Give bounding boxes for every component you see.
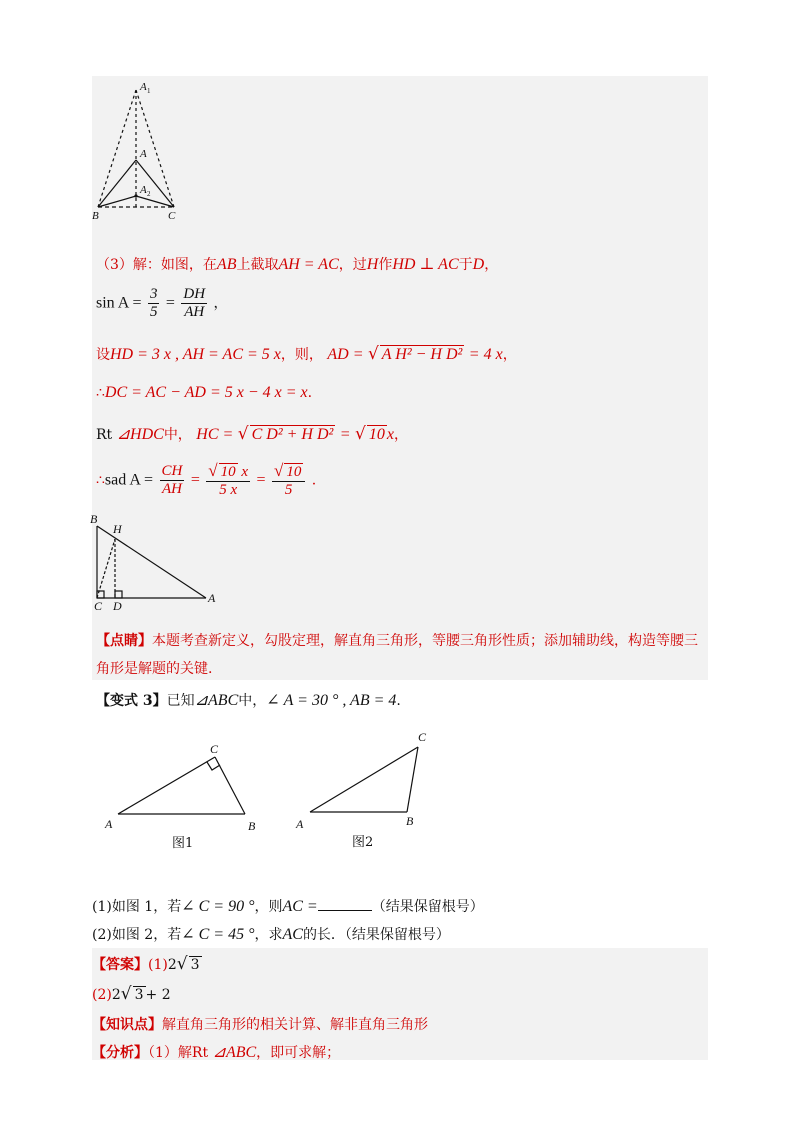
knowledge-line: 【知识点】解直角三角形的相关计算、解非直角三角形 xyxy=(92,1017,428,1033)
label-D: D xyxy=(113,599,122,612)
fig2-label-C: C xyxy=(418,730,427,744)
sadA-equation: ∴sad A = $\frac{CH}{AH}$ = $\frac{√ 10 x}{5 x}$ = $\frac{√ 10}{5}$ . xyxy=(96,461,317,498)
right-triangle-HD-figure xyxy=(88,512,228,612)
label-C: C xyxy=(168,210,176,222)
figure-2 xyxy=(290,728,440,855)
fig1-label-C: C xyxy=(210,742,219,756)
comment-line2: 角形是解题的关键. xyxy=(96,661,213,677)
fig1-label-B: B xyxy=(248,819,256,833)
analysis-line: 【分析】（1）解Rt ⊿ABC，即可求解； xyxy=(92,1044,341,1061)
variant3-statement: 【变式 3】已知⊿ABC中，∠ A = 30 ° , AB = 4. xyxy=(96,692,401,709)
fig1-caption: 图1 xyxy=(172,836,194,851)
label-A2-sub: 2 xyxy=(147,190,151,198)
label-A2: A xyxy=(140,184,147,196)
solution3-intro: （3）解：如图，在AB上截取AH = AC，过H作HD ⊥ AC于D， xyxy=(96,256,499,273)
fig1-label-A: A xyxy=(105,817,113,831)
comment-line1: 【点睛】本题考查新定义，勾股定理，解直角三角形，等腰三角形性质；添加辅助线，构造等腰三 xyxy=(96,633,698,649)
question-1: (1)如图 1，若∠ C = 90 °，则AC = （结果保留根号） xyxy=(92,898,484,915)
question-2: (2)如图 2，若∠ C = 45 °，求AC的长．（结果保留根号） xyxy=(92,926,450,943)
fig2-label-A: A xyxy=(296,817,304,831)
dc-line: ∴DC = AC − AD = 5 x − 4 x = x. xyxy=(96,384,313,401)
label-A: A xyxy=(208,591,216,605)
label-C: C xyxy=(94,599,103,612)
fig2-caption: 图2 xyxy=(352,835,374,850)
label-A1-sub: 1 xyxy=(147,87,151,95)
label-B: B xyxy=(92,210,99,222)
sinA-equation: sin A = $\frac{3}{5}$ = $\frac{DH}{AH}$ ， xyxy=(96,286,228,320)
answer-line: 【答案】(1)2√ 3 xyxy=(92,954,200,974)
set-variables-line: 设HD = 3 x , AH = AC = 5 x，则， AD = √ A H² − H D² = 4 x， xyxy=(96,344,517,364)
isosceles-figure xyxy=(88,78,198,228)
label-H: H xyxy=(113,522,122,536)
label-A1: A xyxy=(140,81,147,93)
label-A: A xyxy=(140,148,147,160)
figure-1 xyxy=(100,740,275,855)
label-B: B xyxy=(90,512,98,526)
fig2-label-B: B xyxy=(406,814,414,828)
answer-blank[interactable] xyxy=(318,898,372,911)
answer-line-2: (2)2√ 3 + 2 xyxy=(92,984,171,1004)
rt-hdc-line: Rt ⊿HDC中， HC = √ C D² + H D² = √ 10 x， xyxy=(96,424,408,444)
